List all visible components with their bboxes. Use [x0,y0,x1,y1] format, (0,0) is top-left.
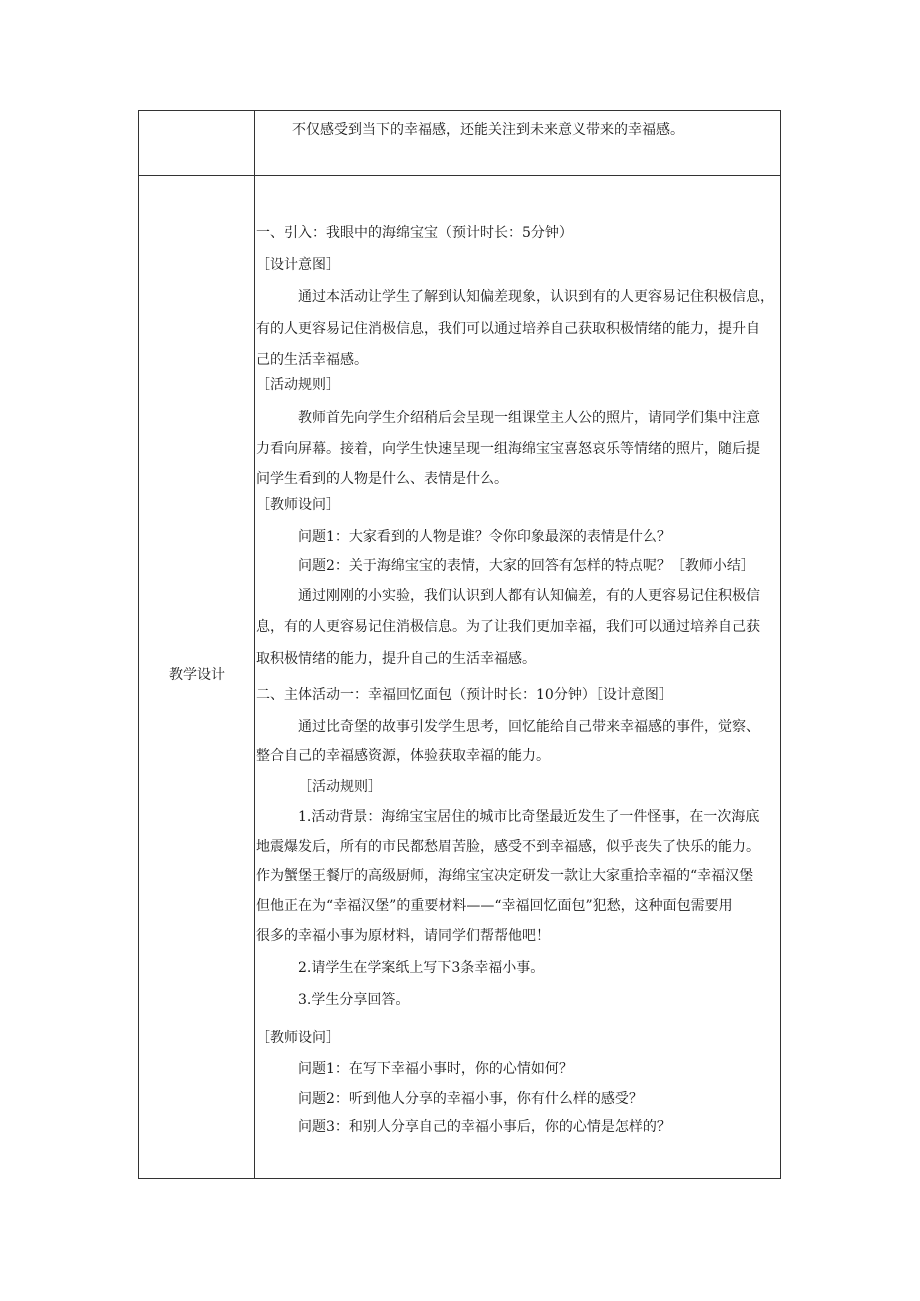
paragraph-line: 己的生活幸福感。 [256,352,368,368]
activity-rules-tag: ［活动规则］ [298,779,382,795]
paragraph-line: 息，有的人更容易记住消极信息。为了让我们更加幸福，我们可以通过培养自己获 [256,619,760,635]
activity-rules-tag: ［活动规则］ [256,377,340,393]
paragraph-line: 力看向屏幕。接着，向学生快速呈现一组海绵宝宝喜怒哀乐等情绪的照片，随后提 [256,441,760,457]
paragraph-line: 很多的幸福小事为原材料，请同学们帮帮他吧！ [256,928,550,944]
question-line: 问题1：大家看到的人物是谁？令你印象最深的表情是什么？ [298,529,671,545]
paragraph-line: 整合自己的幸福感资源，体验获取幸福的能力。 [256,748,550,764]
section-one-heading: 一、引入：我眼中的海绵宝宝（预计时长：5分钟） [256,225,573,241]
top-row-content: 不仅感受到当下的幸福感，还能关注到未来意义带来的幸福感。 [292,122,684,138]
paragraph-line: 作为蟹堡王餐厅的高级厨师，海绵宝宝决定研发一款让大家重拾幸福的“幸福汉堡 [256,868,754,884]
paragraph-line: 通过本活动让学生了解到认知偏差现象，认识到有的人更容易记住积极信息， [298,289,774,305]
teaching-design-label: 教学设计 [169,667,225,683]
paragraph-line: 但他正在为“幸福汉堡”的重要材料——“幸福回忆面包”犯愁，这种面包需要用 [256,898,733,914]
question-line: 问题1：在写下幸福小事时，你的心情如何？ [298,1061,573,1077]
question-line: 问题3：和别人分享自己的幸福小事后，你的心情是怎样的？ [298,1119,671,1135]
paragraph-line: 通过刚刚的小实验，我们认识到人都有认知偏差，有的人更容易记住积极信 [298,588,760,604]
teacher-questions-tag: ［教师设问］ [256,1030,340,1046]
step-line: 3.学生分享回答。 [298,992,410,1008]
design-intent-tag: ［设计意图］ [256,257,340,273]
paragraph-line: 取积极情绪的能力，提升自己的生活幸福感。 [256,651,536,667]
question-line: 问题2：听到他人分享的幸福小事，你有什么样的感受？ [298,1091,643,1107]
teacher-questions-tag: ［教师设问］ [256,497,340,513]
column-divider [254,111,255,1178]
paragraph-line: 有的人更容易记住消极信息，我们可以通过培养自己获取积极情绪的能力，提升自 [256,321,760,337]
question-line: 问题2：关于海绵宝宝的表情，大家的回答有怎样的特点呢？［教师小结］ [298,558,755,574]
row-divider [139,175,780,176]
paragraph-line: 通过比奇堡的故事引发学生思考，回忆能给自己带来幸福感的事件，觉察、 [298,719,760,735]
paragraph-line: 问学生看到的人物是什么、表情是什么。 [256,471,508,487]
paragraph-line: 教师首先向学生介绍稍后会呈现一组课堂主人公的照片，请同学们集中注意 [298,410,760,426]
paragraph-line: 1.活动背景：海绵宝宝居住的城市比奇堡最近发生了一件怪事，在一次海底 [298,809,760,825]
section-two-heading: 二、主体活动一：幸福回忆面包（预计时长：10分钟）［设计意图］ [256,687,673,703]
step-line: 2.请学生在学案纸上写下3条幸福小事。 [298,960,545,976]
lesson-table [138,110,781,1179]
paragraph-line: 地震爆发后，所有的市民都愁眉苦脸，感受不到幸福感，似乎丧失了快乐的能力。 [256,839,760,855]
